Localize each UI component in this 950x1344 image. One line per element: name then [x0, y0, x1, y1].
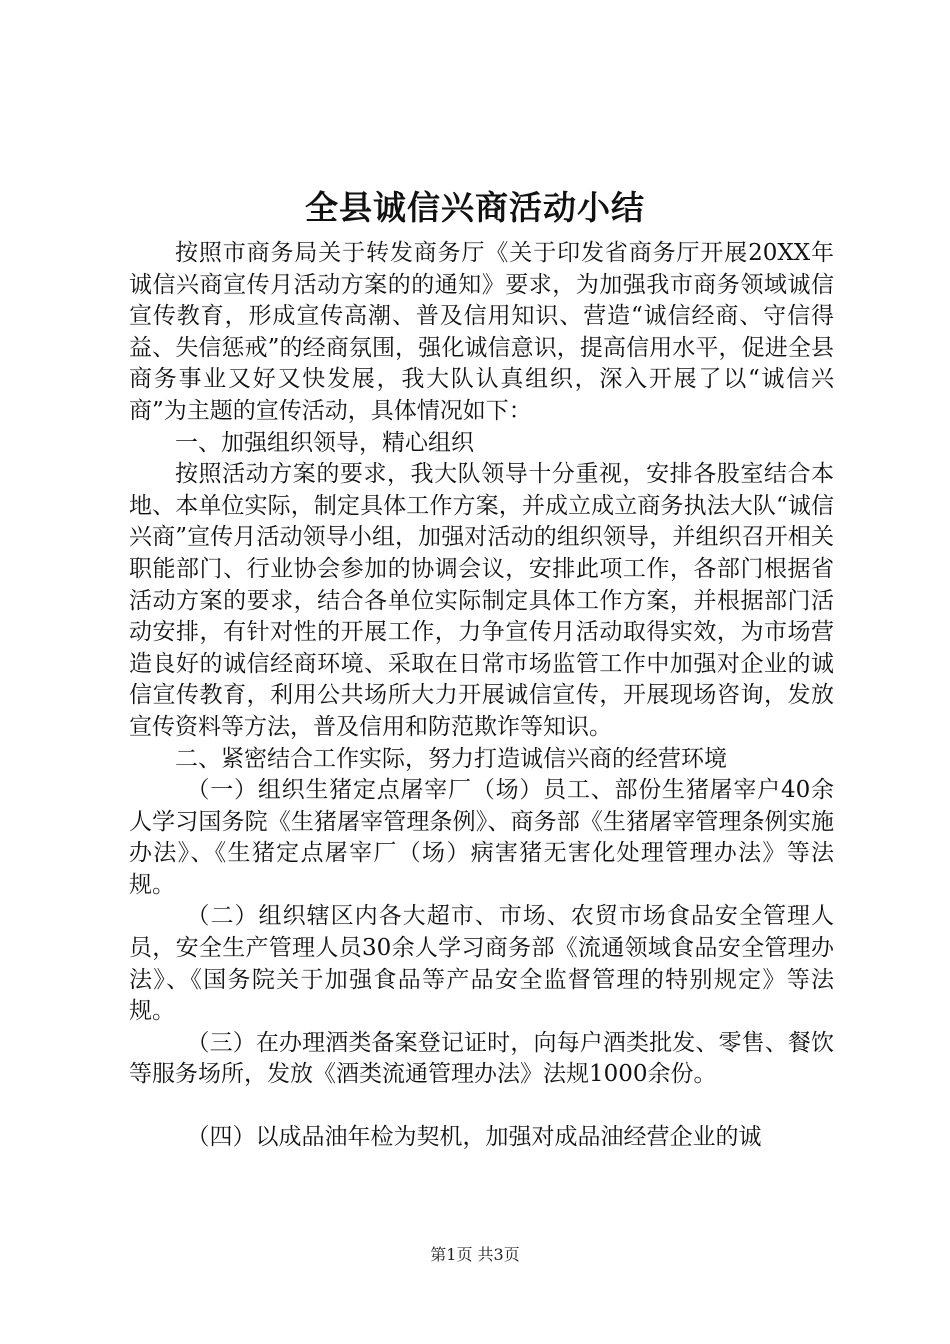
page-number-footer: 第1页 共3页	[430, 1245, 520, 1264]
section-heading-2: 二、紧密结合工作实际，努力打造诚信兴商的经营环境	[175, 745, 727, 772]
intro-paragraph: 按照市商务局关于转发商务厅《关于印发省商务厅开展20XX年诚信兴商宣传月活动方案的的通知》要求，为加强我市商务领域诚信宣传教育，形成宣传高潮、普及信用知识、营造“诚信经商、守信得益、失信惩戒”的经商氛围，强化诚信意识，提高信用水平，促进全县商务事业又好又快发展，我大队认真组织，深入开展了以“诚信兴商”为主题的宣传活动，具体情况如下：	[129, 240, 834, 424]
document-title: 全县诚信兴商活动小结	[305, 188, 645, 227]
list-item-4: （四）以成品油年检为契机，加强对成品油经营企业的诚	[186, 1124, 762, 1151]
list-item-2: （二）组织辖区内各大超市、市场、农贸市场食品安全管理人员，安全生产管理人员30余人学习商务部《流通领域食品安全管理办法》、《国务院关于加强食品等产品安全监督管理的特别规定》等法规。	[129, 903, 834, 1025]
section-1-paragraph: 按照活动方案的要求，我大队领导十分重视，安排各股室结合本地、本单位实际，制定具体工作方案，并成立成立商务执法大队“诚信兴商”宣传月活动领导小组，加强对活动的组织领导，并组织召开相关职能部门、行业协会参加的协调会议，安排此项工作，各部门根据省活动方案的要求，结合各单位实际制定具体工作方案，并根据部门活动安排，有针对性的开展工作，力争宣传月活动取得实效，为市场营造良好的诚信经商环境、采取在日常市场监管工作中加强对企业的诚信宣传教育，利用公共场所大力开展诚信宣传，开展现场咨询，发放宣传资料等方法，普及信用和防范欺诈等知识。	[129, 461, 834, 740]
document-body	[129, 238, 834, 1154]
list-item-3: （三）在办理酒类备案登记证时，向每户酒类批发、零售、餐饮等服务场所，发放《酒类流通管理办法》法规1000余份。	[129, 1029, 834, 1088]
list-item-1: （一）组织生猪定点屠宰厂（场）员工、部份生猪屠宰户40余人学习国务院《生猪屠宰管理条例》、商务部《生猪屠宰管理条例实施办法》、《生猪定点屠宰厂（场）病害猪无害化处理管理办法》等法规。	[129, 777, 834, 898]
section-heading-1: 一、加强组织领导，精心组织	[175, 429, 474, 456]
